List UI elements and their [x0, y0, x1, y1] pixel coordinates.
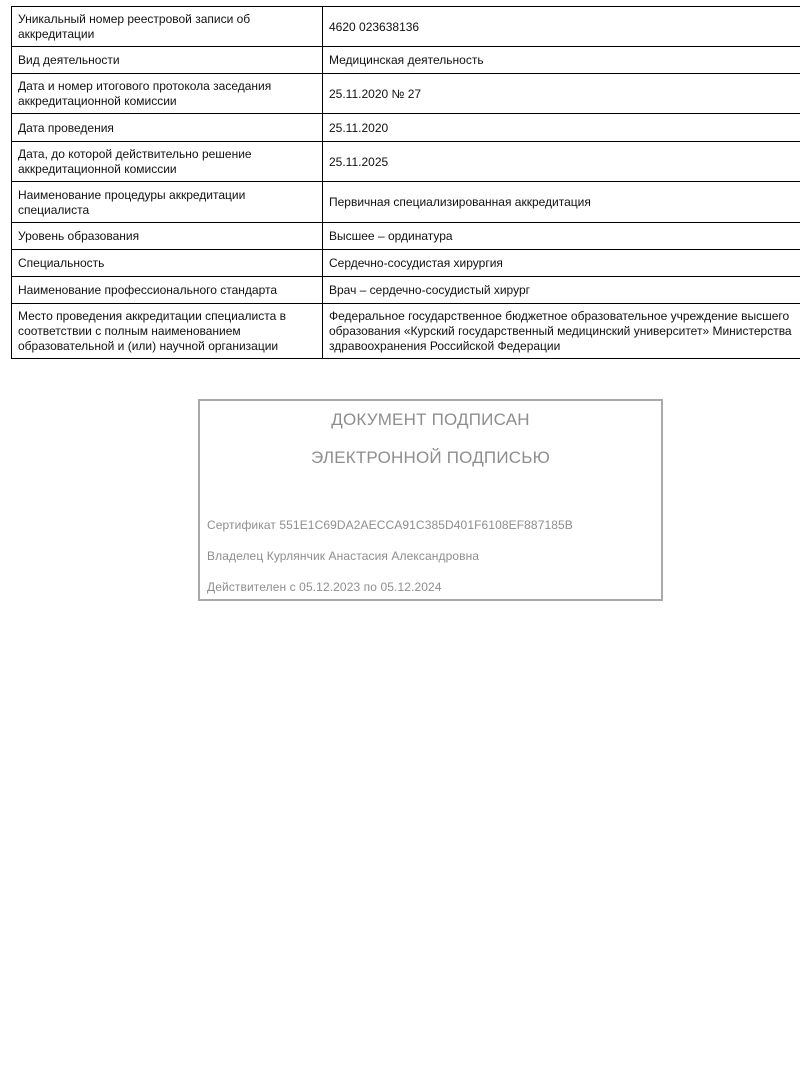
decision-valid-until-value: 25.11.2025 — [323, 142, 800, 182]
held-date-value: 25.11.2020 — [323, 114, 800, 142]
stamp-title-signed: ДОКУМЕНТ ПОДПИСАН — [331, 410, 530, 429]
professional-standard-label: Наименование профессионального стандарта — [12, 277, 323, 304]
specialty-label: Специальность — [12, 250, 323, 277]
table-row — [12, 250, 800, 277]
table-row — [12, 182, 800, 223]
certificate-number: Сертификат 551E1C69DA2AECCA91C385D401F6108EF887185B — [207, 518, 573, 532]
professional-standard-value: Врач – сердечно-сосудистый хирург — [323, 277, 800, 304]
procedure-name-value: Первичная специализированная аккредитация — [323, 182, 800, 223]
protocol-value: 25.11.2020 № 27 — [323, 74, 800, 114]
registry-number-label: Уникальный номер реестровой записи об аккредитации — [12, 7, 323, 47]
stamp-title-electronic: ЭЛЕКТРОННОЙ ПОДПИСЬЮ — [311, 448, 550, 467]
education-level-label: Уровень образования — [12, 223, 323, 250]
certificate-owner: Владелец Курлянчик Анастасия Александровна — [207, 549, 480, 563]
activity-type-value: Медицинская деятельность — [323, 47, 800, 74]
specialty-value: Сердечно-сосудистая хирургия — [323, 250, 800, 277]
electronic-signature-stamp — [198, 399, 663, 601]
table-row — [12, 47, 800, 74]
education-level-value: Высшее – ординатура — [323, 223, 800, 250]
table-row — [12, 114, 800, 142]
table-row — [12, 142, 800, 182]
decision-valid-until-label: Дата, до которой действительно решение аккредитационной комиссии — [12, 142, 323, 182]
procedure-name-label: Наименование процедуры аккредитации специалиста — [12, 182, 323, 223]
registry-number-value: 4620 023638136 — [323, 7, 800, 47]
table-row — [12, 277, 800, 304]
certificate-validity: Действителен с 05.12.2023 по 05.12.2024 — [207, 580, 442, 594]
venue-label: Место проведения аккредитации специалиста в соответствии с полным наименованием образовательной и (или) научной организации — [12, 304, 323, 359]
table-row — [12, 74, 800, 114]
protocol-label: Дата и номер итогового протокола заседания аккредитационной комиссии — [12, 74, 323, 114]
accreditation-record-table — [11, 6, 800, 359]
table-row — [12, 304, 800, 359]
table-row — [12, 223, 800, 250]
venue-value: Федеральное государственное бюджетное образовательное учреждение высшего образования «Курский государственный медицинский университет» Министерства здравоохранения Российской Федерации — [323, 304, 800, 359]
table-row — [12, 7, 800, 47]
activity-type-label: Вид деятельности — [12, 47, 323, 74]
held-date-label: Дата проведения — [12, 114, 323, 142]
